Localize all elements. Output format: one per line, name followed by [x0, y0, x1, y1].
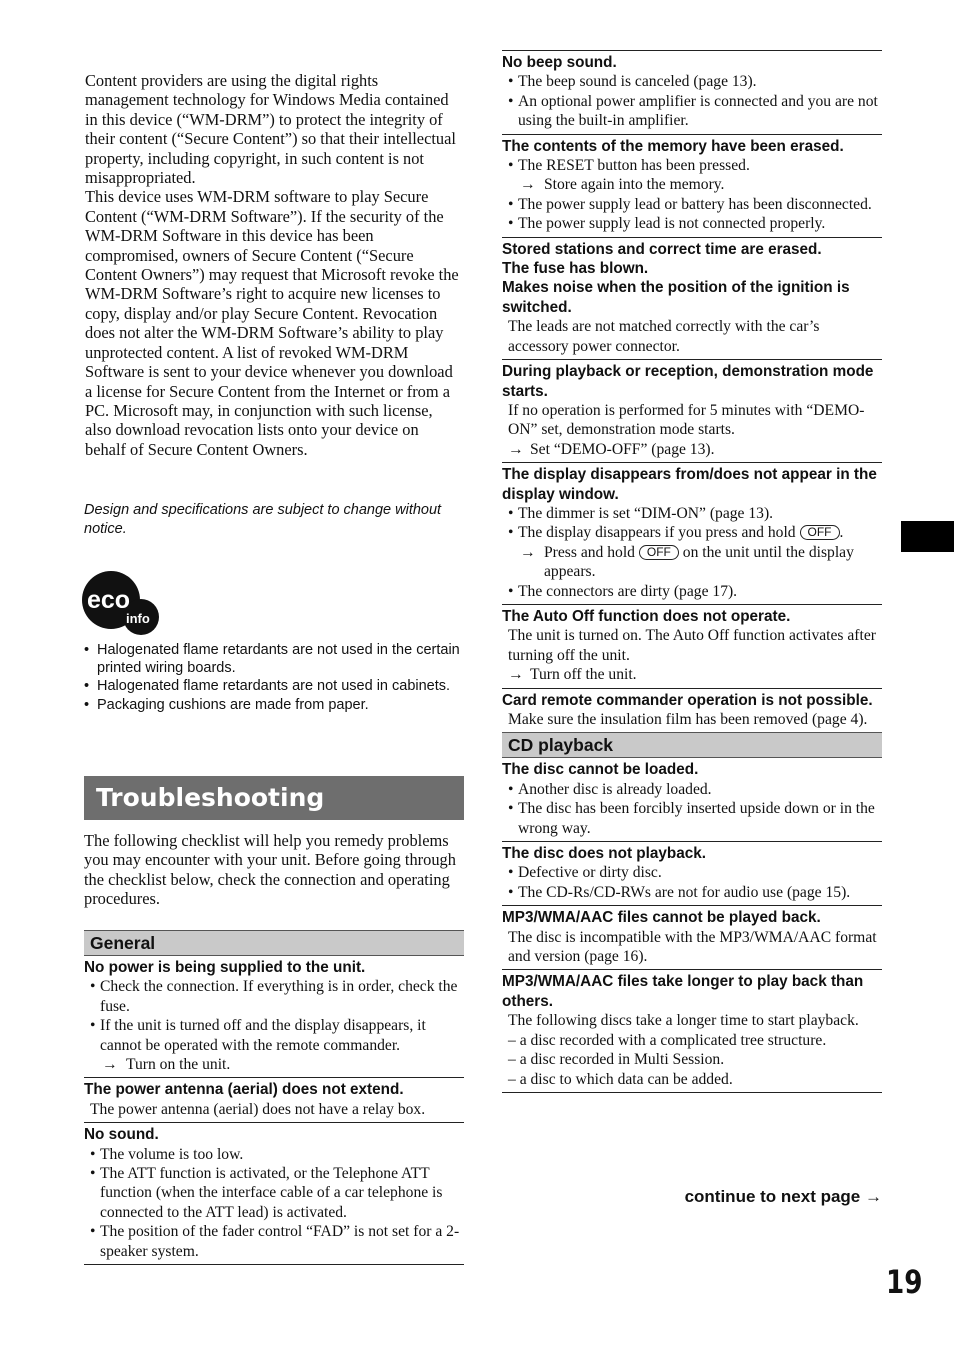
trouble-entry	[502, 906, 882, 970]
intro-paragraph: Content providers are using the digital rights management technology for Windows Media contained in this device (“WM-DRM”) to protect the integrity of their content (“Secure Content”) so that their intellectual property, including copyright, in such content is not misappropriated.	[85, 71, 456, 188]
dash-item: – a disc recorded with a complicated tree structure.	[508, 1031, 827, 1049]
bullet-item: • The RESET button has been pressed.	[502, 156, 882, 175]
remedy-text: Press and hold	[544, 543, 635, 561]
remedy-item	[502, 665, 882, 684]
off-key-icon: OFF	[800, 525, 840, 540]
eco-list	[84, 641, 464, 714]
trouble-entry	[84, 1078, 464, 1123]
design-note: Design and specifications are subject to change without notice.	[84, 502, 442, 537]
arrow-icon: →	[102, 1056, 118, 1074]
problem-heading: The Auto Off function does not operate.	[502, 607, 791, 625]
bullet-item: • The connectors are dirty (page 17).	[502, 582, 882, 601]
explanation-text: The power antenna (aerial) does not have a relay box.	[90, 1100, 426, 1118]
troubleshooting-intro: The following checklist will help you remedy problems you may encounter with your unit. Before going through the checklist below, check the connection and operating procedures.	[84, 831, 456, 909]
section-heading-cd-playback: CD playback	[502, 732, 882, 758]
remedy-item	[502, 543, 882, 582]
problem-heading: The display disappears from/does not appear in the display window.	[502, 466, 877, 503]
bullet-item: • If the unit is turned off and the display disappears, it cannot be operated with the remote commander.	[84, 1016, 464, 1055]
trouble-entry	[502, 842, 882, 906]
remedy-text: on the unit until the display appears.	[544, 543, 854, 581]
continue-text: continue to next page	[684, 1187, 861, 1206]
dash-item: – a disc to which data can be added.	[508, 1070, 733, 1088]
explanation-text: If no operation is performed for 5 minutes with “DEMO-ON” set, demonstration mode starts.	[508, 401, 865, 439]
trouble-entry	[502, 360, 882, 463]
arrow-icon: →	[520, 176, 536, 194]
problem-heading: No power is being supplied to the unit.	[84, 959, 366, 976]
problem-heading: No beep sound.	[502, 54, 617, 71]
eco-info-logo	[82, 570, 162, 636]
arrow-right-icon: →	[865, 1187, 882, 1206]
problem-heading: The power antenna (aerial) does not extend.	[84, 1081, 404, 1099]
troubleshooting-title	[84, 776, 464, 820]
arrow-icon: →	[508, 666, 524, 684]
problem-heading: MP3/WMA/AAC files take longer to play back than others.	[502, 973, 864, 1010]
problem-heading: The disc cannot be loaded.	[502, 761, 699, 779]
remedy-text: Store again into the memory.	[544, 176, 725, 194]
list-item: • Halogenated flame retardants are not used in cabinets.	[84, 677, 464, 695]
bullet-item: • The power supply lead or battery has been disconnected.	[502, 195, 882, 214]
explanation-text: The disc is incompatible with the MP3/WMA/AAC format and version (page 16).	[508, 928, 877, 966]
remedy-item	[502, 440, 882, 459]
eco-logo-text: eco	[87, 586, 131, 614]
bullet-item: • The ATT function is activated, or the Telephone ATT function (when the interface cable of a car telephone is connected to the ATT lead) is activated.	[84, 1164, 464, 1222]
eco-logo-sub: info	[126, 611, 150, 626]
remedy-item	[502, 175, 882, 194]
list-item: • Packaging cushions are made from paper.	[84, 696, 464, 714]
problem-heading: Makes noise when the position of the ignition is switched.	[502, 279, 850, 316]
trouble-entry	[502, 463, 882, 605]
bullet-item: • The volume is too low.	[84, 1145, 464, 1164]
dash-item: – a disc recorded in Multi Session.	[508, 1051, 725, 1069]
bullet-item: • Defective or dirty disc.	[502, 863, 882, 882]
continue-next-page	[685, 1186, 882, 1208]
bullet-item: • Another disc is already loaded.	[502, 780, 882, 799]
bullet-item: • The disc has been forcibly inserted upside down or in the wrong way.	[502, 799, 882, 838]
bullet-item: • The CD-Rs/CD-RWs are not for audio use (page 15).	[502, 883, 882, 902]
section-heading-general: General	[84, 930, 464, 956]
trouble-entry	[502, 135, 882, 238]
problem-heading: The disc does not playback.	[502, 845, 707, 863]
remedy-text: Turn off the unit.	[530, 666, 637, 684]
trouble-entry	[502, 50, 882, 135]
problem-heading: During playback or reception, demonstration mode starts.	[502, 363, 874, 400]
list-item: • Halogenated flame retardants are not used in the certain printed wiring boards.	[84, 641, 464, 677]
explanation-text: The following discs take a longer time to start playback.	[508, 1012, 859, 1030]
remedy-text: Turn on the unit.	[126, 1056, 231, 1074]
trouble-entry	[502, 238, 882, 360]
problem-heading: Stored stations and correct time are erased.	[502, 240, 822, 258]
off-key-icon: OFF	[639, 545, 679, 560]
explanation-text: Make sure the insulation film has been removed (page 4).	[508, 711, 868, 728]
problem-heading: Card remote commander operation is not possible.	[502, 691, 873, 709]
trouble-entry	[84, 1123, 464, 1265]
trouble-entry	[502, 689, 882, 733]
remedy-item	[84, 1055, 464, 1074]
section-tab-marker	[901, 521, 954, 552]
general-section-continued	[502, 50, 882, 1093]
bullet-item: • The dimmer is set “DIM-ON” (page 13).	[502, 504, 882, 523]
general-section	[84, 930, 464, 1265]
trouble-entry	[502, 970, 882, 1092]
intro-text	[85, 71, 463, 459]
trouble-entry	[84, 956, 464, 1078]
problem-heading: The contents of the memory have been erased.	[502, 137, 844, 155]
trouble-entry	[502, 758, 882, 842]
bullet-item: • An optional power amplifier is connected and you are not using the built-in amplifier.	[502, 92, 882, 131]
remedy-text: Set “DEMO-OFF” (page 13).	[530, 440, 715, 458]
page-number: 19	[886, 1263, 923, 1301]
intro-paragraph: This device uses WM-DRM software to play Secure Content (“WM-DRM Software”). If the security of the WM-DRM Software in this device has been compromised, owners of Secure Content (“Secure Content Owners”) may request that Microsoft revoke the WM-DRM Software’s right to acquire new licenses to copy, display and/or play Secure Content. Revocation does not alter the WM-DRM Software’s ability to play unprotected content. A list of revoked WM-DRM Software is sent to your device whenever you download a license for Secure Content from the Internet or from a PC. Microsoft may, in conjunction with such license, also download revocation lists onto your device on behalf of Secure Content Owners.	[85, 187, 459, 459]
explanation-text: The unit is turned on. The Auto Off function activates after turning off the unit.	[508, 627, 876, 664]
bullet-item: • Check the connection. If everything is in order, check the fuse.	[84, 977, 464, 1016]
bullet-item: • The position of the fader control “FAD” is not set for a 2-speaker system.	[84, 1222, 464, 1261]
bullet-item: • The power supply lead is not connected properly.	[502, 214, 882, 233]
bullet-text: The display disappears if you press and hold	[518, 524, 796, 542]
arrow-icon: →	[508, 440, 524, 458]
bullet-item: • The beep sound is canceled (page 13).	[502, 72, 882, 91]
problem-heading: No sound.	[84, 1126, 159, 1144]
problem-heading: The fuse has blown.	[502, 260, 649, 278]
trouble-entry	[502, 605, 882, 689]
bullet-item: • The display disappears if you press and hold OFF .	[502, 523, 882, 542]
arrow-icon: →	[520, 543, 536, 561]
problem-heading: MP3/WMA/AAC files cannot be played back.	[502, 909, 821, 927]
troubleshooting-title-text: Troubleshooting	[96, 783, 325, 812]
explanation-text: The leads are not matched correctly with the car’s accessory power connector.	[508, 318, 820, 355]
